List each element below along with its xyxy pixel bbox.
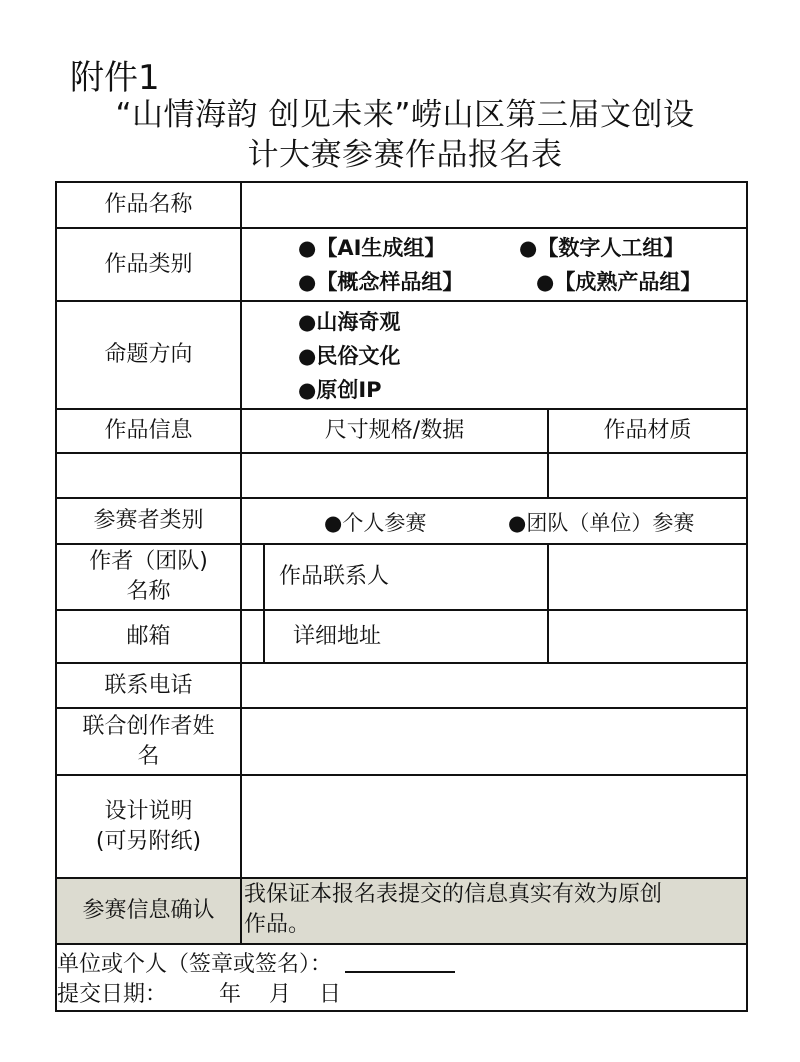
form-title-line1: “山情海韵 创见未来”崂山区第三届文创设 xyxy=(115,97,695,133)
contact-person-field[interactable] xyxy=(549,545,746,609)
form-title-line2: 计大赛参赛作品报名表 xyxy=(247,137,563,173)
material-header: 作品材质 xyxy=(603,418,692,443)
author-label xyxy=(57,545,240,609)
size-spec-field[interactable] xyxy=(242,454,547,497)
participant-type-label: 参赛者类别 xyxy=(93,508,204,533)
design-description-field[interactable] xyxy=(242,776,746,877)
contact-person-label: 作品联系人 xyxy=(279,564,390,589)
date-row xyxy=(57,980,341,1012)
work-info-label: 作品信息 xyxy=(104,418,193,443)
participant-individual-option[interactable]: ●个人参赛 xyxy=(324,511,427,535)
participant-team-option[interactable]: ●团队（单位）参赛 xyxy=(508,511,695,535)
address-field[interactable] xyxy=(549,611,746,662)
signature-row xyxy=(57,950,455,980)
phone-label: 联系电话 xyxy=(104,672,193,698)
design-label-line1: 设计说明 xyxy=(104,798,193,824)
confirm-label: 参赛信息确认 xyxy=(82,898,215,923)
material-field[interactable] xyxy=(549,454,746,497)
category-label: 作品类别 xyxy=(104,251,193,277)
category-option-mature[interactable]: ●【成熟产品组】 xyxy=(536,270,702,294)
signature-line[interactable] xyxy=(345,951,455,973)
table-border-right xyxy=(746,181,748,1012)
theme-option-folk-culture[interactable]: ●民俗文化 xyxy=(298,344,401,368)
work-name-field[interactable] xyxy=(242,183,746,227)
coauthor-label-line1: 联合创作者姓 xyxy=(82,713,215,739)
address-label: 详细地址 xyxy=(293,623,382,649)
confirm-text-line2: 作品。 xyxy=(244,912,311,937)
category-option-concept[interactable]: ●【概念样品组】 xyxy=(298,270,464,294)
date-month-label: 月 xyxy=(269,982,292,1007)
design-description-label xyxy=(57,776,240,877)
date-year-label: 年 xyxy=(219,982,242,1007)
author-label-line2: 名称 xyxy=(126,579,171,604)
theme-option-mountain-sea[interactable]: ●山海奇观 xyxy=(298,310,401,334)
confirm-text-line1: 我保证本报名表提交的信息真实有效为原创 xyxy=(244,882,663,907)
author-label-line1: 作者（团队) xyxy=(89,549,208,574)
attachment-label: 附件1 xyxy=(70,58,160,98)
work-name-label: 作品名称 xyxy=(104,192,193,217)
row-divider xyxy=(55,943,748,945)
email-label: 邮箱 xyxy=(126,623,171,649)
theme-label: 命题方向 xyxy=(104,342,193,367)
design-label-line2: (可另附纸) xyxy=(95,828,202,854)
category-option-ai[interactable]: ●【AI生成组】 xyxy=(298,236,446,260)
category-option-digital[interactable]: ●【数字人工组】 xyxy=(519,236,685,260)
work-info-blank xyxy=(57,454,240,497)
date-label: 提交日期： xyxy=(57,982,168,1007)
size-spec-header: 尺寸规格/数据 xyxy=(324,418,465,443)
coauthor-label-line2: 名 xyxy=(137,743,160,769)
theme-option-original-ip[interactable]: ●原创IP xyxy=(298,378,382,402)
coauthor-label xyxy=(57,709,240,774)
phone-field[interactable] xyxy=(242,664,746,707)
signature-label: 单位或个人（签章或签名）： xyxy=(57,952,333,977)
date-day-label: 日 xyxy=(319,982,342,1007)
confirm-statement xyxy=(244,880,746,940)
coauthor-field[interactable] xyxy=(242,709,746,774)
